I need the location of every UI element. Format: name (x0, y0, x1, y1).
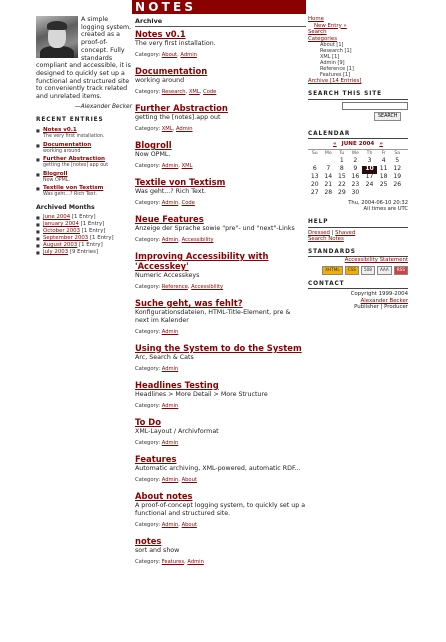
category-label: Category: (135, 477, 161, 483)
nav-archive-link[interactable]: Archive [14 Entries] (308, 78, 362, 85)
calendar-day[interactable]: 29 (337, 189, 346, 197)
weekday-label: Su (311, 150, 318, 156)
entry (132, 214, 306, 243)
entry-summary: getting the [notes].app out (135, 114, 221, 121)
rss-badge[interactable]: RSS (394, 266, 408, 275)
right-sidebar (308, 16, 408, 311)
archive-month-link[interactable]: June 2004 (43, 214, 71, 221)
entry-summary: The very first installation. (135, 40, 216, 47)
category-link[interactable]: Admin (180, 52, 197, 58)
calendar-day[interactable]: 18 (379, 173, 388, 181)
category-link[interactable]: XML (181, 163, 193, 169)
nav-category-item[interactable]: Research [1] (320, 48, 352, 55)
archive-month-link[interactable]: July 2003 (43, 249, 69, 256)
entry-title-link[interactable]: Documentation (135, 66, 208, 76)
archive-month-link[interactable]: September 2003 (43, 235, 89, 242)
recent-entry-link[interactable]: ■ Textile von Textism (43, 185, 104, 192)
main-content (132, 0, 306, 573)
calendar-footer (308, 200, 408, 213)
search-input[interactable] (342, 102, 408, 110)
weekday-label: Sa (394, 150, 401, 156)
list-item: ■ Documentation working around (36, 142, 132, 155)
entry-title-link[interactable]: Neue Features (135, 214, 204, 224)
nav-category-item[interactable]: Reference [1] (320, 66, 354, 73)
help-link-shaved[interactable]: Shaved (335, 229, 356, 236)
weekday-label: Th (366, 150, 373, 156)
section508-badge[interactable]: 508 (361, 266, 375, 275)
calendar-day[interactable]: 28 (324, 189, 333, 197)
css-badge[interactable]: CSS (345, 266, 359, 275)
entry-summary: Anzeige der Sprache sowie "pre"- und "next"-Links (135, 225, 295, 232)
category-link[interactable]: Admin (161, 237, 179, 243)
calendar-grid (308, 151, 404, 198)
category-link[interactable]: Admin (161, 477, 179, 483)
help-link-dressed[interactable]: Dressed (308, 229, 330, 236)
calendar-month: JUNE 2004 (341, 141, 375, 148)
category-label: Category: (135, 403, 161, 409)
category-label: Category: (135, 366, 161, 372)
calendar-day (390, 190, 404, 198)
signature: —Alexander Becker (74, 103, 132, 110)
xhtml-badge[interactable]: XHTML (322, 266, 343, 275)
timezone-note: All times are UTC (363, 206, 408, 213)
entry-categories: Category: XML, Admin (135, 126, 193, 132)
standards-heading: STANDARDS (308, 249, 408, 258)
entry (132, 103, 306, 132)
entry (132, 491, 306, 528)
category-link[interactable]: Code (203, 89, 217, 95)
entry (132, 298, 306, 335)
weekday-label: Tu (339, 150, 345, 156)
calendar-day[interactable]: 27 (310, 189, 319, 197)
entry-categories (135, 329, 306, 335)
category-link[interactable]: Accessibility (181, 237, 214, 243)
entry-summary: Headlines > More Detail > More Structure (135, 391, 268, 398)
entry-title-link[interactable]: About notes (135, 491, 193, 501)
calendar-day[interactable]: 13 (310, 173, 319, 181)
nav-categories-link[interactable]: Categories (308, 35, 338, 42)
nav-home-link[interactable]: Home (308, 16, 324, 22)
entry-summary: A proof-of-concept logging system, to quickly set up a functional and structured site. (135, 502, 306, 517)
calendar-day[interactable]: 4 (381, 157, 386, 165)
entry-summary: Arc, Search & Cats (135, 354, 194, 361)
site-intro: A simple logging system, created as a proof-of-concept. Fully standards compliant and accessible, it is designed to quickly set up a functional and structured site to conveniently track related and unrelated items. (36, 16, 132, 101)
entry-summary: Was geht...? Rich Text. (135, 188, 206, 195)
entry-summary: sort and show (135, 547, 180, 554)
contact-name-link[interactable]: Alexander Becker (360, 297, 408, 304)
nav-category-item[interactable]: Admin [9] (320, 60, 345, 67)
calendar-day[interactable]: 3 (367, 157, 372, 165)
aaa-badge[interactable]: AAA (377, 266, 392, 275)
entry-title-link[interactable]: Notes v0.1 (135, 29, 186, 39)
left-sidebar (36, 16, 132, 256)
category-link[interactable]: Admin (161, 403, 179, 409)
calendar-day[interactable]: 1 (339, 157, 344, 165)
search-notes-link[interactable]: Search Notes (308, 236, 344, 243)
calendar-day[interactable]: 24 (365, 181, 374, 189)
list-item: ■ Textile von Textism Was geht...? Rich Text. (36, 185, 132, 198)
calendar-day[interactable]: 11 (379, 165, 388, 173)
entry (132, 417, 306, 446)
entry-title-link[interactable]: Using the System to do the System (135, 343, 302, 353)
category-link[interactable]: About (181, 477, 197, 483)
entry-categories: Category: Admin, Accessibility (135, 237, 214, 243)
entry-categories: Category: Admin, XML (135, 163, 193, 169)
entry-categories (135, 403, 306, 409)
calendar-day[interactable]: 25 (379, 181, 388, 189)
calendar-day[interactable]: 6 (312, 165, 317, 173)
calendar-day[interactable]: 7 (326, 165, 331, 173)
help-heading: HELP (308, 219, 408, 228)
calendar-day[interactable]: 2 (353, 157, 358, 165)
list-item: ■ August 2003 [1 Entry] (36, 242, 132, 249)
category-label: Category: (135, 126, 161, 132)
calendar-next-button[interactable]: » (379, 141, 383, 148)
entry-categories: Category: Reference, Accessibility (135, 284, 224, 290)
recent-entry-link[interactable]: ■ Blogroll (43, 170, 68, 177)
calendar-day[interactable]: 14 (324, 173, 333, 181)
list-item: ■ Blogroll Now OPML. (36, 171, 132, 184)
calendar-day[interactable]: 21 (324, 181, 333, 189)
list-item: ■ September 2003 [1 Entry] (36, 235, 132, 242)
category-label: Category: (135, 329, 161, 335)
entry (132, 177, 306, 206)
page-title: Archive (135, 17, 306, 27)
nav-category-item[interactable]: Features [1] (320, 72, 351, 79)
category-link[interactable]: Admin (161, 329, 179, 335)
calendar-day[interactable]: 22 (337, 181, 346, 189)
category-link[interactable]: XML (188, 89, 200, 95)
category-link[interactable]: Accessibility (191, 284, 224, 290)
weekday-label: Mo (324, 150, 332, 156)
entry-summary: Numeric Accesskeys (135, 272, 200, 279)
weekday-label: We (351, 150, 359, 156)
entry-title-link[interactable]: Improving Accessibility with 'Accesskey' (135, 251, 269, 271)
entry-categories: Category: Research, XML, Code (135, 89, 217, 95)
calendar-day[interactable]: 9 (353, 165, 358, 173)
nav-category-item[interactable]: About [1] (320, 42, 344, 49)
category-link[interactable]: XML (161, 126, 173, 132)
category-label: Category: (135, 284, 161, 290)
category-link[interactable]: Admin (161, 440, 179, 446)
category-link[interactable]: Code (181, 200, 195, 206)
contact-block (308, 291, 408, 311)
entry-summary: XML-Layout / Archivformat (135, 428, 219, 435)
calendar-heading: CALENDAR (308, 131, 408, 140)
entry-categories: Category: Admin, About (135, 522, 197, 528)
recent-entry-link[interactable]: ■ Further Abstraction (43, 156, 106, 163)
calendar-day[interactable]: 23 (351, 181, 360, 189)
entry (132, 29, 306, 58)
copyright-text: Copyright 1999-2004 (350, 291, 408, 298)
main-nav (308, 16, 408, 85)
entry-title-link[interactable]: Headlines Testing (135, 380, 219, 390)
contact-role: Publisher | Producer (354, 304, 408, 311)
entry-title-link[interactable]: Suche geht, was fehlt? (135, 298, 243, 308)
category-link[interactable]: Admin (161, 522, 179, 528)
entry-categories: Category: Features, Admin (135, 559, 204, 565)
archived-months-heading: Archived Months (36, 204, 95, 212)
category-link[interactable]: Features (161, 559, 185, 565)
category-label: Category: (135, 237, 161, 243)
entry-summary: Automatic archiving, XML-powered, automatic RDF... (135, 465, 301, 472)
category-link[interactable]: About (181, 522, 197, 528)
recent-entry-link[interactable]: ■ Notes v0.1 (43, 127, 77, 134)
entry (132, 140, 306, 169)
category-link[interactable]: About (161, 52, 178, 58)
entry (132, 251, 306, 290)
accessibility-statement-link[interactable]: Accessibility Statement (344, 257, 408, 264)
nav-search-link[interactable]: Search (308, 29, 327, 36)
avatar (36, 16, 78, 58)
archive-month-link[interactable]: August 2003 (43, 242, 78, 249)
category-link[interactable]: Admin (161, 200, 179, 206)
entry-categories: Category: Admin, Code (135, 200, 195, 206)
calendar-day[interactable]: 30 (351, 189, 360, 197)
category-label: Category: (135, 89, 161, 95)
category-label: Category: (135, 52, 161, 58)
calendar-day[interactable]: 5 (395, 157, 400, 165)
search-button[interactable]: SEARCH (374, 112, 401, 121)
entry (132, 536, 306, 565)
calendar-nav (308, 141, 408, 150)
entry-summary: working around (135, 77, 185, 84)
archive-month-link[interactable]: January 2004 (43, 221, 79, 228)
calendar-prev-button[interactable]: « (333, 141, 337, 148)
calendar-day[interactable]: 10 (362, 166, 377, 174)
standards-badges (308, 266, 408, 275)
contact-heading: CONTACT (308, 281, 408, 290)
entry-title-link[interactable]: notes (135, 536, 162, 546)
entry-title-link[interactable]: To Do (135, 417, 161, 427)
list-item: ■ June 2004 [1 Entry] (36, 214, 132, 221)
calendar-day[interactable]: 17 (365, 173, 374, 181)
list-item: ■ January 2004 [1 Entry] (36, 221, 132, 228)
entry-categories (135, 440, 306, 446)
entry-list (132, 29, 306, 565)
category-link[interactable]: Admin (187, 559, 204, 565)
recent-entries-list (36, 127, 132, 198)
calendar-day[interactable]: 12 (393, 165, 402, 173)
category-label: Category: (135, 522, 161, 528)
list-item: ■ Further Abstraction getting the [notes] app out (36, 156, 132, 169)
list-item: ■ July 2003 [9 Entries] (36, 249, 132, 256)
entry-title-link[interactable]: Blogroll (135, 140, 172, 150)
calendar-day[interactable]: 16 (351, 173, 360, 181)
entry-categories: Category: About, Admin (135, 52, 197, 58)
nav-category-item[interactable]: XML [1] (320, 54, 340, 61)
calendar-day[interactable]: 19 (393, 173, 402, 181)
entry (132, 380, 306, 409)
category-label: Category: (135, 440, 161, 446)
entry-title-link[interactable]: Textile von Textism (135, 177, 226, 187)
entry-title-link[interactable]: Further Abstraction (135, 103, 228, 113)
timestamp: Thu, 2004-06-10 20:32 (348, 199, 408, 206)
category-link[interactable]: Research (161, 89, 186, 95)
entry (132, 66, 306, 95)
category-label: Category: (135, 163, 161, 169)
recent-entries-heading: RECENT ENTRIES (36, 116, 104, 123)
help-links: Dressed | Shaved (308, 229, 356, 236)
entry-categories: Category: Admin, About (135, 477, 197, 483)
category-label: Category: (135, 559, 161, 565)
category-link[interactable]: Admin (161, 163, 179, 169)
search-heading: SEARCH THIS SITE (308, 91, 408, 100)
calendar-day (362, 190, 377, 198)
calendar-day[interactable]: 20 (310, 181, 319, 189)
entry-title-link[interactable]: Features (135, 454, 177, 464)
archive-month-link[interactable]: October 2003 (43, 228, 81, 235)
entry-categories (135, 366, 306, 372)
calendar-day[interactable]: 15 (337, 173, 346, 181)
category-label: Category: (135, 200, 161, 206)
category-link[interactable]: Reference (161, 284, 188, 290)
entry (132, 343, 306, 372)
calendar-day[interactable]: 26 (393, 181, 402, 189)
archived-months-list (36, 214, 132, 256)
entry (132, 454, 306, 483)
nav-new-entry-link[interactable]: New Entry » (314, 22, 347, 29)
category-link[interactable]: Admin (175, 126, 193, 132)
calendar-day (377, 190, 391, 198)
list-item: ■ October 2003 [1 Entry] (36, 228, 132, 235)
site-logo[interactable]: NOTES (132, 0, 306, 14)
recent-entry-link[interactable]: ■ Documentation (43, 141, 92, 148)
category-link[interactable]: Admin (161, 366, 179, 372)
list-item: ■ Notes v0.1 The very first installation. (36, 127, 132, 140)
entry-summary: Konfigurationsdateien, HTML-Title-Element, pre & next im Kalender (135, 309, 291, 324)
entry-summary: Now OPML. (135, 151, 171, 158)
calendar-day[interactable]: 8 (339, 165, 344, 173)
weekday-label: Fr (381, 150, 386, 156)
